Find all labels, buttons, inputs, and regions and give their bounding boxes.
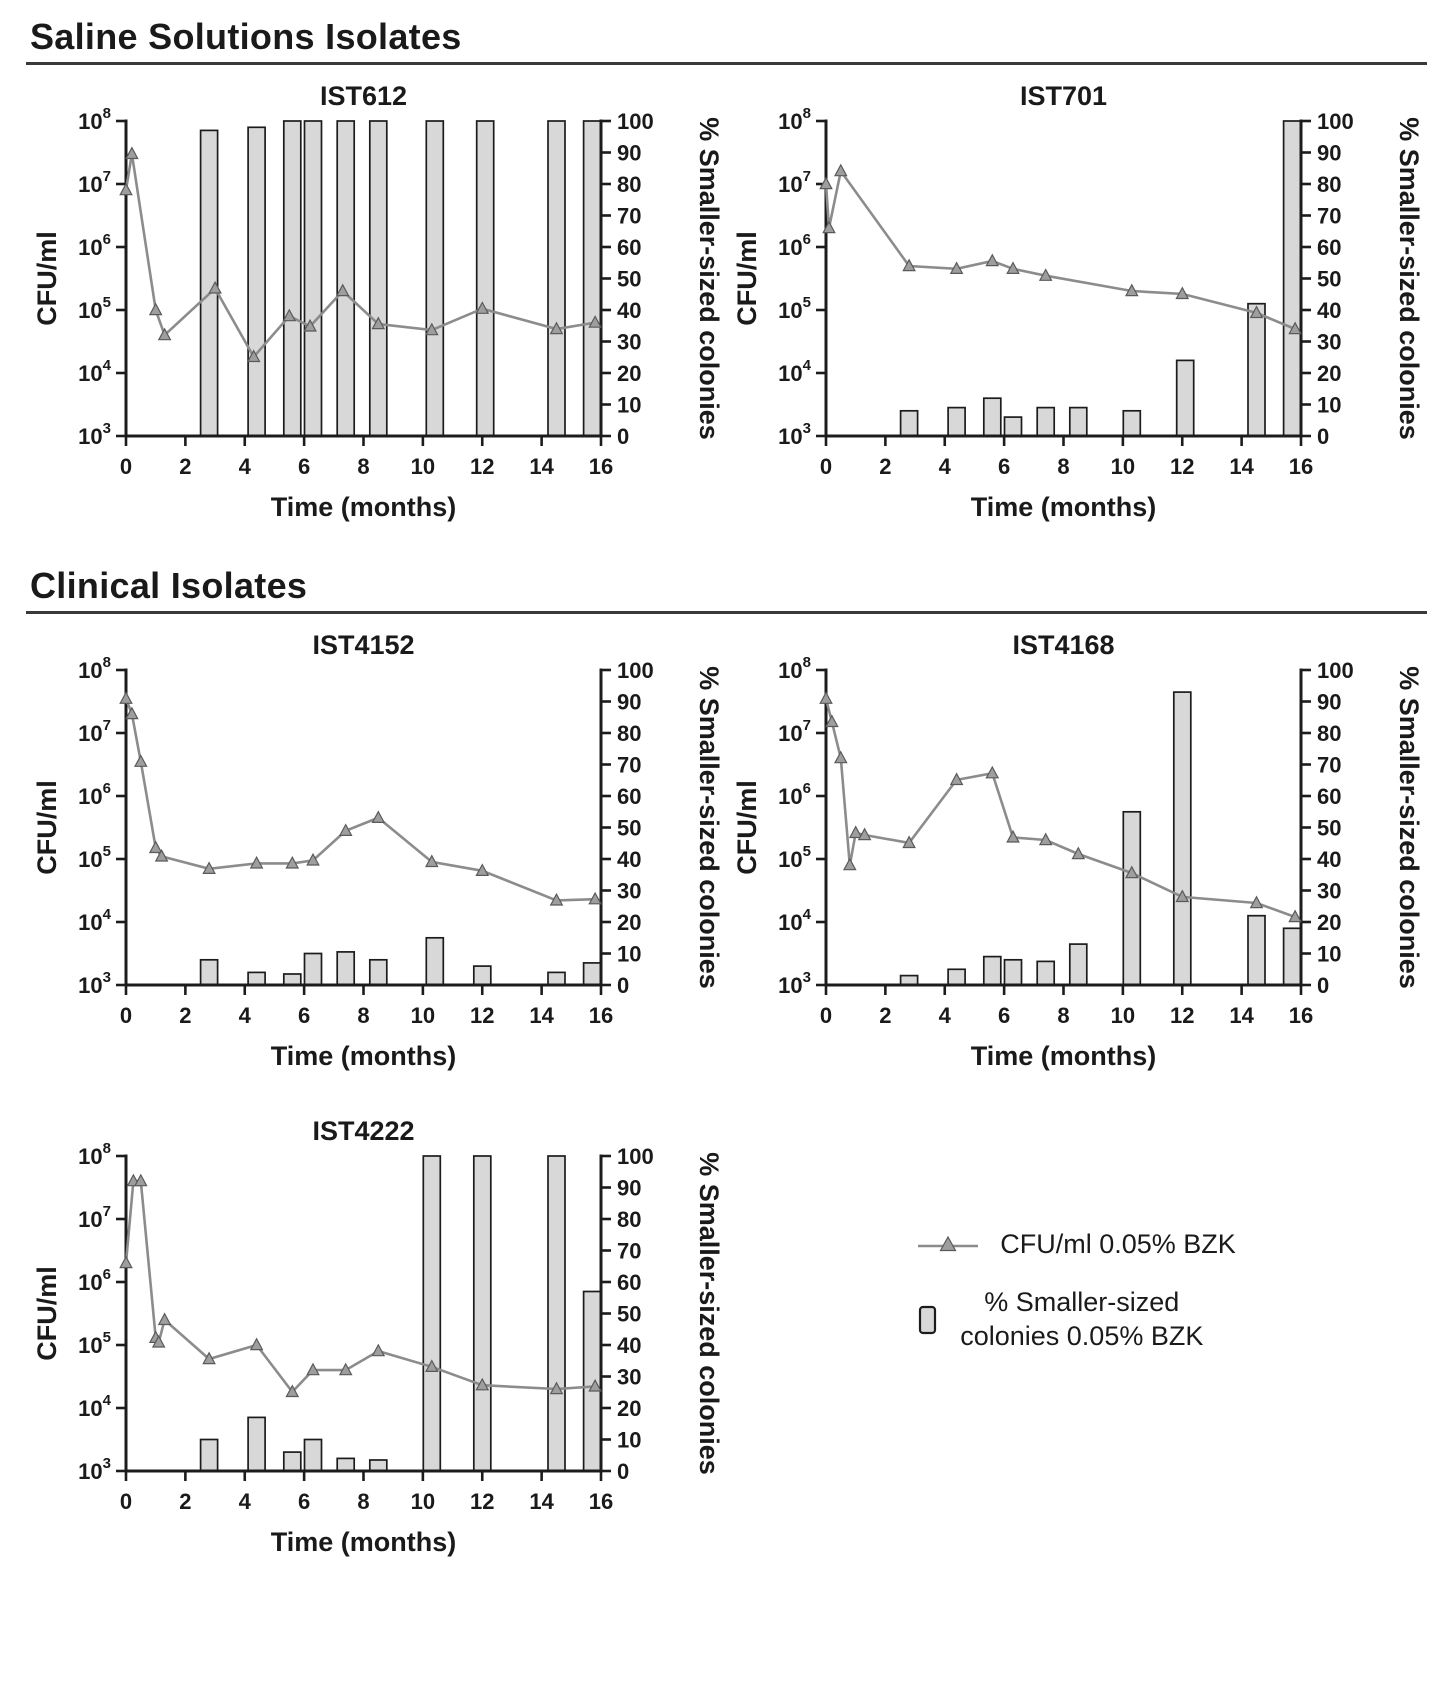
chart-ist701 (726, 79, 1426, 539)
bar (984, 957, 1001, 985)
svg-text:6: 6 (298, 454, 311, 479)
svg-text:106: $10^6$ (778, 231, 811, 260)
svg-text:107: $10^7$ (78, 1203, 111, 1232)
triangle-marker (150, 842, 162, 853)
bar (1037, 408, 1054, 436)
triangle-marker (135, 756, 147, 767)
bar-series (201, 938, 601, 985)
bar (370, 960, 387, 985)
chart-ist4168 (726, 628, 1426, 1088)
axes (126, 670, 601, 985)
tick-labels (778, 654, 1354, 1028)
svg-text:40: 40 (1317, 847, 1342, 872)
svg-text:14: 14 (1229, 454, 1254, 479)
svg-text:108: $10^8$ (778, 105, 811, 134)
chart-title: IST701 (1019, 81, 1108, 111)
svg-text:106: $10^6$ (78, 1266, 111, 1295)
triangle-marker (373, 1345, 385, 1356)
svg-text:10: 10 (1317, 941, 1342, 967)
svg-text:2: 2 (879, 1003, 892, 1028)
section-clinical-isolates (26, 565, 1427, 1574)
svg-text:60: 60 (617, 235, 642, 260)
bar (284, 974, 301, 985)
svg-text:2: 2 (179, 1003, 192, 1028)
bar (1070, 944, 1087, 985)
triangle-marker (120, 184, 132, 195)
svg-text:10: 10 (410, 1489, 436, 1514)
triangle-marker (835, 165, 847, 176)
bar (1284, 928, 1301, 985)
ticks (116, 1156, 611, 1481)
svg-text:20: 20 (1317, 361, 1342, 386)
svg-text:4: 4 (238, 454, 251, 479)
bar-series (901, 692, 1301, 985)
triangle-marker (826, 716, 838, 727)
svg-text:8: 8 (1057, 1003, 1070, 1028)
axes (126, 1156, 601, 1471)
markers (820, 693, 1301, 922)
bar (305, 1440, 322, 1472)
svg-text:6: 6 (298, 1489, 311, 1514)
legend (916, 1229, 1236, 1354)
line-series (126, 699, 595, 901)
bar (1123, 411, 1140, 436)
svg-text:90: 90 (617, 140, 642, 166)
bar (1284, 121, 1301, 436)
triangle-marker (159, 1314, 171, 1325)
legend-item-smaller-colonies (916, 1286, 1203, 1354)
bar (423, 1156, 440, 1471)
bar (948, 969, 965, 985)
chart-title: IST4152 (312, 630, 415, 660)
svg-text:2: 2 (179, 454, 192, 479)
svg-text:8: 8 (1057, 454, 1070, 479)
x-axis-label: Time (months) (270, 492, 457, 522)
svg-text:104: $10^4$ (78, 1392, 111, 1421)
svg-text:70: 70 (1317, 203, 1342, 229)
triangle-marker (251, 1339, 263, 1350)
svg-text:30: 30 (1317, 329, 1342, 355)
svg-text:14: 14 (529, 1003, 554, 1028)
svg-text:80: 80 (617, 721, 642, 746)
svg-text:8: 8 (357, 1489, 370, 1514)
bar (584, 1292, 601, 1472)
svg-text:16: 16 (588, 1489, 614, 1514)
svg-text:0: 0 (819, 454, 833, 479)
triangle-marker (844, 859, 856, 870)
svg-text:60: 60 (617, 784, 642, 809)
svg-text:60: 60 (1317, 235, 1342, 260)
bar (337, 1458, 354, 1471)
legend-cell (726, 1114, 1426, 1574)
section-rule-clinical (26, 611, 1427, 614)
left-axis-label: CFU/ml (32, 231, 62, 326)
svg-text:0: 0 (119, 1489, 133, 1514)
bar (248, 127, 265, 436)
svg-text:0: 0 (119, 454, 133, 479)
svg-text:14: 14 (529, 1489, 554, 1514)
bar (1174, 692, 1191, 985)
bar (474, 966, 491, 985)
svg-text:100: 100 (1317, 658, 1354, 683)
svg-text:0: 0 (1317, 973, 1330, 998)
section-rule-saline (26, 62, 1427, 65)
svg-text:70: 70 (617, 203, 642, 229)
triangle-marker (835, 752, 847, 763)
ticks (116, 670, 611, 995)
svg-text:14: 14 (529, 454, 554, 479)
bar (337, 952, 354, 985)
svg-text:106: $10^6$ (778, 780, 811, 809)
svg-text:50: 50 (617, 1301, 642, 1327)
svg-text:10: 10 (1317, 392, 1342, 418)
bar-series (201, 1156, 601, 1471)
bar (1005, 417, 1022, 436)
bar (305, 121, 322, 436)
svg-text:108: $10^8$ (778, 654, 811, 683)
section-title-clinical: Clinical Isolates (30, 565, 308, 606)
svg-text:30: 30 (617, 329, 642, 355)
left-axis-label: CFU/ml (732, 780, 762, 875)
svg-text:106: $10^6$ (78, 231, 111, 260)
chart-grid-clinical (26, 628, 1427, 1574)
svg-text:12: 12 (470, 1489, 495, 1514)
triangle-marker (850, 827, 862, 838)
svg-text:2: 2 (879, 454, 892, 479)
svg-text:60: 60 (1317, 784, 1342, 809)
bar (901, 411, 918, 436)
right-axis-label: % Smaller-sized colonies (694, 666, 724, 989)
triangle-marker (986, 255, 998, 266)
triangle-marker (820, 693, 832, 704)
svg-text:20: 20 (1317, 910, 1342, 935)
svg-text:104: $10^4$ (778, 357, 811, 386)
svg-text:40: 40 (617, 298, 642, 323)
svg-text:105: $10^5$ (78, 1329, 111, 1358)
svg-text:4: 4 (938, 1003, 951, 1028)
svg-text:4: 4 (938, 454, 951, 479)
axes (826, 670, 1301, 985)
svg-text:0: 0 (1317, 424, 1330, 449)
right-axis-label: % Smaller-sized colonies (694, 1152, 724, 1475)
bar (201, 960, 218, 985)
triangle-marker (120, 693, 132, 704)
bar (248, 972, 265, 985)
bar-series (201, 121, 601, 436)
triangle-marker (373, 812, 385, 823)
svg-text:80: 80 (617, 172, 642, 197)
svg-text:8: 8 (357, 1003, 370, 1028)
ticks (116, 121, 611, 446)
bar (370, 1460, 387, 1471)
chart-ist4222 (26, 1114, 726, 1574)
svg-text:104: $10^4$ (78, 906, 111, 935)
tick-labels (78, 654, 654, 1028)
svg-text:30: 30 (617, 1364, 642, 1390)
svg-text:4: 4 (238, 1003, 251, 1028)
svg-text:30: 30 (1317, 878, 1342, 904)
svg-text:105: $10^5$ (778, 843, 811, 872)
svg-text:12: 12 (470, 454, 495, 479)
svg-text:70: 70 (1317, 752, 1342, 778)
chart-title: IST4168 (1012, 630, 1115, 660)
markers (120, 148, 601, 362)
bar (548, 972, 565, 985)
svg-text:70: 70 (617, 1238, 642, 1264)
svg-text:10: 10 (617, 1427, 642, 1453)
bar (370, 121, 387, 436)
svg-text:105: $10^5$ (78, 843, 111, 872)
svg-text:103: $10^3$ (78, 420, 111, 449)
bar (426, 938, 443, 985)
x-axis-label: Time (months) (270, 1041, 457, 1071)
svg-text:0: 0 (119, 1003, 133, 1028)
svg-text:30: 30 (617, 878, 642, 904)
svg-text:90: 90 (1317, 140, 1342, 166)
svg-text:10: 10 (410, 1003, 436, 1028)
triangle-marker (150, 304, 162, 315)
bar (1248, 916, 1265, 985)
svg-text:12: 12 (1170, 1003, 1195, 1028)
svg-text:103: $10^3$ (778, 420, 811, 449)
x-axis-label: Time (months) (270, 1527, 457, 1557)
bar (584, 963, 601, 985)
left-axis-label: CFU/ml (32, 780, 62, 875)
svg-text:10: 10 (410, 454, 436, 479)
svg-text:10: 10 (617, 392, 642, 418)
svg-text:90: 90 (1317, 689, 1342, 715)
bar (477, 121, 494, 436)
svg-text:80: 80 (1317, 721, 1342, 746)
bar (584, 121, 601, 436)
svg-text:100: 100 (1317, 109, 1354, 134)
bar (426, 121, 443, 436)
bar (284, 1452, 301, 1471)
chart-title: IST612 (319, 81, 408, 111)
svg-text:0: 0 (617, 1459, 630, 1484)
svg-text:100: 100 (617, 109, 654, 134)
line-series (126, 1181, 595, 1392)
svg-text:16: 16 (1288, 1003, 1314, 1028)
bar (984, 398, 1001, 436)
svg-text:107: $10^7$ (778, 168, 811, 197)
bar (1248, 304, 1265, 436)
tick-labels (78, 1140, 654, 1514)
svg-text:108: $10^8$ (78, 105, 111, 134)
svg-text:40: 40 (617, 847, 642, 872)
ticks (816, 121, 1311, 446)
triangle-marker (126, 708, 138, 719)
chart-ist4152 (26, 628, 726, 1088)
bar (284, 121, 301, 436)
bar (1005, 960, 1022, 985)
ticks (816, 670, 1311, 995)
right-axis-label: % Smaller-sized colonies (1394, 117, 1424, 440)
tick-labels (778, 105, 1354, 479)
legend-item-cfu (916, 1229, 1236, 1260)
bar (305, 954, 322, 986)
svg-text:8: 8 (357, 454, 370, 479)
legend-bar-label: % Smaller-sized colonies 0.05% BZK (960, 1287, 1204, 1351)
svg-text:50: 50 (1317, 815, 1342, 841)
svg-text:90: 90 (617, 1175, 642, 1201)
svg-text:20: 20 (617, 1396, 642, 1421)
markers (120, 1175, 601, 1397)
bar (948, 408, 965, 436)
triangle-marker (120, 1257, 132, 1268)
bar (1070, 408, 1087, 436)
bar (1037, 961, 1054, 985)
svg-text:107: $10^7$ (78, 717, 111, 746)
bar (1177, 360, 1194, 436)
svg-text:104: $10^4$ (778, 906, 811, 935)
svg-text:50: 50 (1317, 266, 1342, 292)
chart-ist612 (26, 79, 726, 539)
bar (474, 1156, 491, 1471)
markers (120, 693, 601, 906)
svg-text:107: $10^7$ (78, 168, 111, 197)
svg-text:103: $10^3$ (78, 1455, 111, 1484)
svg-text:40: 40 (617, 1333, 642, 1358)
line-series (126, 154, 595, 357)
right-axis-label: % Smaller-sized colonies (1394, 666, 1424, 989)
tick-labels (78, 105, 654, 479)
x-axis-label: Time (months) (970, 492, 1157, 522)
svg-text:105: $10^5$ (78, 294, 111, 323)
section-title-saline: Saline Solutions Isolates (30, 16, 462, 57)
svg-text:2: 2 (179, 1489, 192, 1514)
svg-text:50: 50 (617, 815, 642, 841)
svg-text:50: 50 (617, 266, 642, 292)
svg-text:104: $10^4$ (78, 357, 111, 386)
svg-text:100: 100 (617, 1144, 654, 1169)
svg-text:10: 10 (1110, 454, 1136, 479)
bar (201, 1440, 218, 1472)
svg-text:60: 60 (617, 1270, 642, 1295)
svg-text:80: 80 (1317, 172, 1342, 197)
svg-text:20: 20 (617, 361, 642, 386)
markers (820, 165, 1301, 334)
svg-text:20: 20 (617, 910, 642, 935)
svg-text:80: 80 (617, 1207, 642, 1232)
svg-text:107: $10^7$ (778, 717, 811, 746)
x-axis-label: Time (months) (970, 1041, 1157, 1071)
triangle-marker (126, 148, 138, 159)
svg-text:100: 100 (617, 658, 654, 683)
bar-series (901, 121, 1301, 436)
svg-text:6: 6 (998, 1003, 1011, 1028)
triangle-marker (986, 767, 998, 778)
svg-text:10: 10 (617, 941, 642, 967)
right-axis-label: % Smaller-sized colonies (694, 117, 724, 440)
svg-text:16: 16 (588, 1003, 614, 1028)
left-axis-label: CFU/ml (32, 1266, 62, 1361)
svg-text:105: $10^5$ (778, 294, 811, 323)
legend-line-label: CFU/ml 0.05% BZK (1000, 1229, 1236, 1259)
svg-text:103: $10^3$ (78, 969, 111, 998)
svg-text:4: 4 (238, 1489, 251, 1514)
svg-text:103: $10^3$ (778, 969, 811, 998)
svg-text:6: 6 (998, 454, 1011, 479)
svg-text:12: 12 (470, 1003, 495, 1028)
bar (248, 1417, 265, 1471)
bar (548, 121, 565, 436)
svg-text:16: 16 (1288, 454, 1314, 479)
bar (1123, 812, 1140, 985)
svg-text:0: 0 (819, 1003, 833, 1028)
svg-text:6: 6 (298, 1003, 311, 1028)
section-saline-solutions (26, 16, 1427, 539)
svg-text:106: $10^6$ (78, 780, 111, 809)
left-axis-label: CFU/ml (732, 231, 762, 326)
svg-text:40: 40 (1317, 298, 1342, 323)
svg-text:10: 10 (1110, 1003, 1136, 1028)
bar-marker-symbol (916, 1303, 940, 1337)
line-series (826, 699, 1295, 917)
svg-text:14: 14 (1229, 1003, 1254, 1028)
axes (126, 121, 601, 436)
svg-text:0: 0 (617, 973, 630, 998)
svg-text:0: 0 (617, 424, 630, 449)
chart-row-saline (26, 79, 1427, 539)
svg-text:16: 16 (588, 454, 614, 479)
svg-text:12: 12 (1170, 454, 1195, 479)
line-series (826, 171, 1295, 329)
svg-text:108: $10^8$ (78, 654, 111, 683)
svg-text:108: $10^8$ (78, 1140, 111, 1169)
svg-text:90: 90 (617, 689, 642, 715)
bar (548, 1156, 565, 1471)
bar (337, 121, 354, 436)
chart-title: IST4222 (312, 1116, 415, 1146)
line-marker-symbol (916, 1234, 980, 1256)
svg-text:70: 70 (617, 752, 642, 778)
